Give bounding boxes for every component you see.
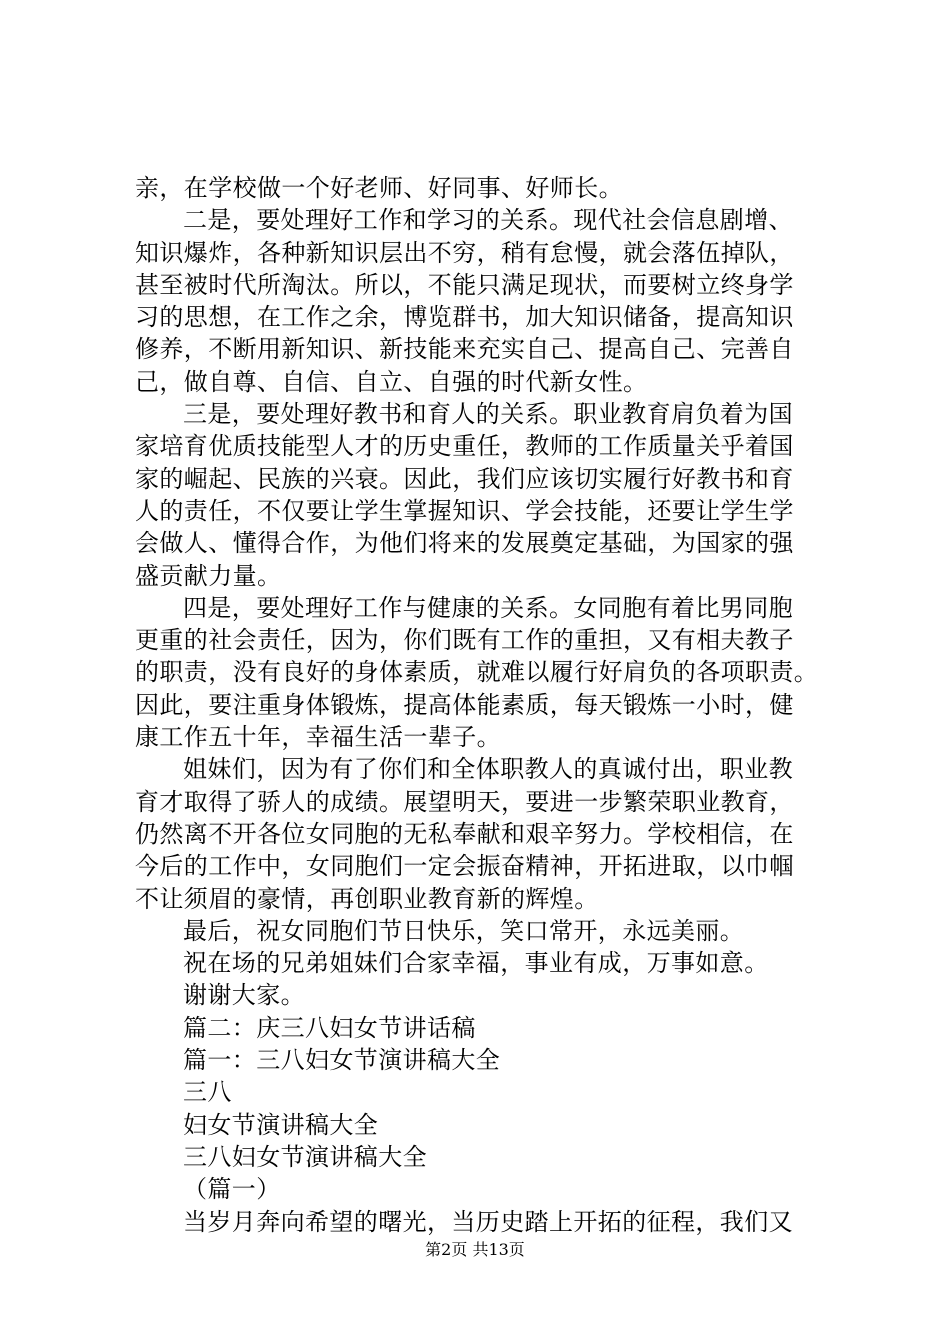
text-line: 三八妇女节演讲稿大全	[183, 1142, 427, 1171]
text-line: 人的责任，不仅要让学生掌握知识、学会技能，还要让学生学	[135, 496, 794, 525]
text-line: 仍然离不开各位女同胞的无私奉献和艰辛努力。学校相信，在	[135, 819, 794, 848]
text-line: 家培育优质技能型人才的历史重任，教师的工作质量关乎着国	[135, 432, 794, 461]
text-line: 己，做自尊、自信、自立、自强的时代新女性。	[135, 367, 648, 396]
text-line: 因此，要注重身体锻炼，提高体能素质，每天锻炼一小时，健	[135, 690, 794, 719]
page-footer: 第2页 共13页	[425, 1240, 525, 1259]
text-line: （篇一）	[183, 1175, 281, 1204]
text-line: 盛贡献力量。	[135, 561, 282, 590]
text-line: 家的崛起、民族的兴衰。因此，我们应该切实履行好教书和育	[135, 464, 794, 493]
text-line: 二是，要处理好工作和学习的关系。现代社会信息剧增、	[183, 206, 793, 235]
text-line: 更重的社会责任，因为，你们既有工作的重担，又有相夫教子	[135, 626, 794, 655]
text-line: 康工作五十年，幸福生活一辈子。	[135, 723, 501, 752]
text-line: 会做人、懂得合作，为他们将来的发展奠定基础，为国家的强	[135, 529, 794, 558]
text-line: 甚至被时代所淘汰。所以，不能只满足现状，而要树立终身学	[135, 270, 794, 299]
text-line: 今后的工作中，女同胞们一定会振奋精神，开拓进取，以巾帼	[135, 852, 794, 881]
text-line: 妇女节演讲稿大全	[183, 1110, 379, 1139]
text-line: 祝在场的兄弟姐妹们合家幸福，事业有成，万事如意。	[183, 949, 769, 978]
text-line: 不让须眉的豪情，再创职业教育新的辉煌。	[135, 884, 599, 913]
text-line: 姐妹们，因为有了你们和全体职教人的真诚付出，职业教	[183, 755, 793, 784]
text-line: 知识爆炸，各种新知识层出不穷，稍有怠慢，就会落伍掉队，	[135, 238, 794, 267]
text-line: 篇二：庆三八妇女节讲话稿	[183, 1013, 476, 1042]
text-line: 三八	[183, 1078, 232, 1107]
text-line: 当岁月奔向希望的曙光，当历史踏上开拓的征程，我们又	[183, 1207, 793, 1236]
text-line: 亲，在学校做一个好老师、好同事、好师长。	[135, 174, 623, 202]
text-line: 谢谢大家。	[183, 981, 305, 1010]
text-line: 篇一：三八妇女节演讲稿大全	[183, 1046, 501, 1075]
text-line: 四是，要处理好工作与健康的关系。女同胞有着比男同胞	[183, 593, 793, 622]
text-line: 育才取得了骄人的成绩。展望明天，要进一步繁荣职业教育，	[135, 787, 794, 816]
text-line: 三是，要处理好教书和育人的关系。职业教育肩负着为国	[183, 400, 793, 429]
text-line: 修养，不断用新知识、新技能来充实自己、提高自己、完善自	[135, 335, 794, 364]
document-body	[135, 172, 855, 1238]
text-line: 习的思想，在工作之余，博览群书，加大知识储备，提高知识	[135, 303, 794, 332]
text-line: 最后，祝女同胞们节日快乐，笑口常开，永远美丽。	[183, 916, 745, 945]
text-line: 的职责，没有良好的身体素质，就难以履行好肩负的各项职责。	[135, 658, 819, 687]
